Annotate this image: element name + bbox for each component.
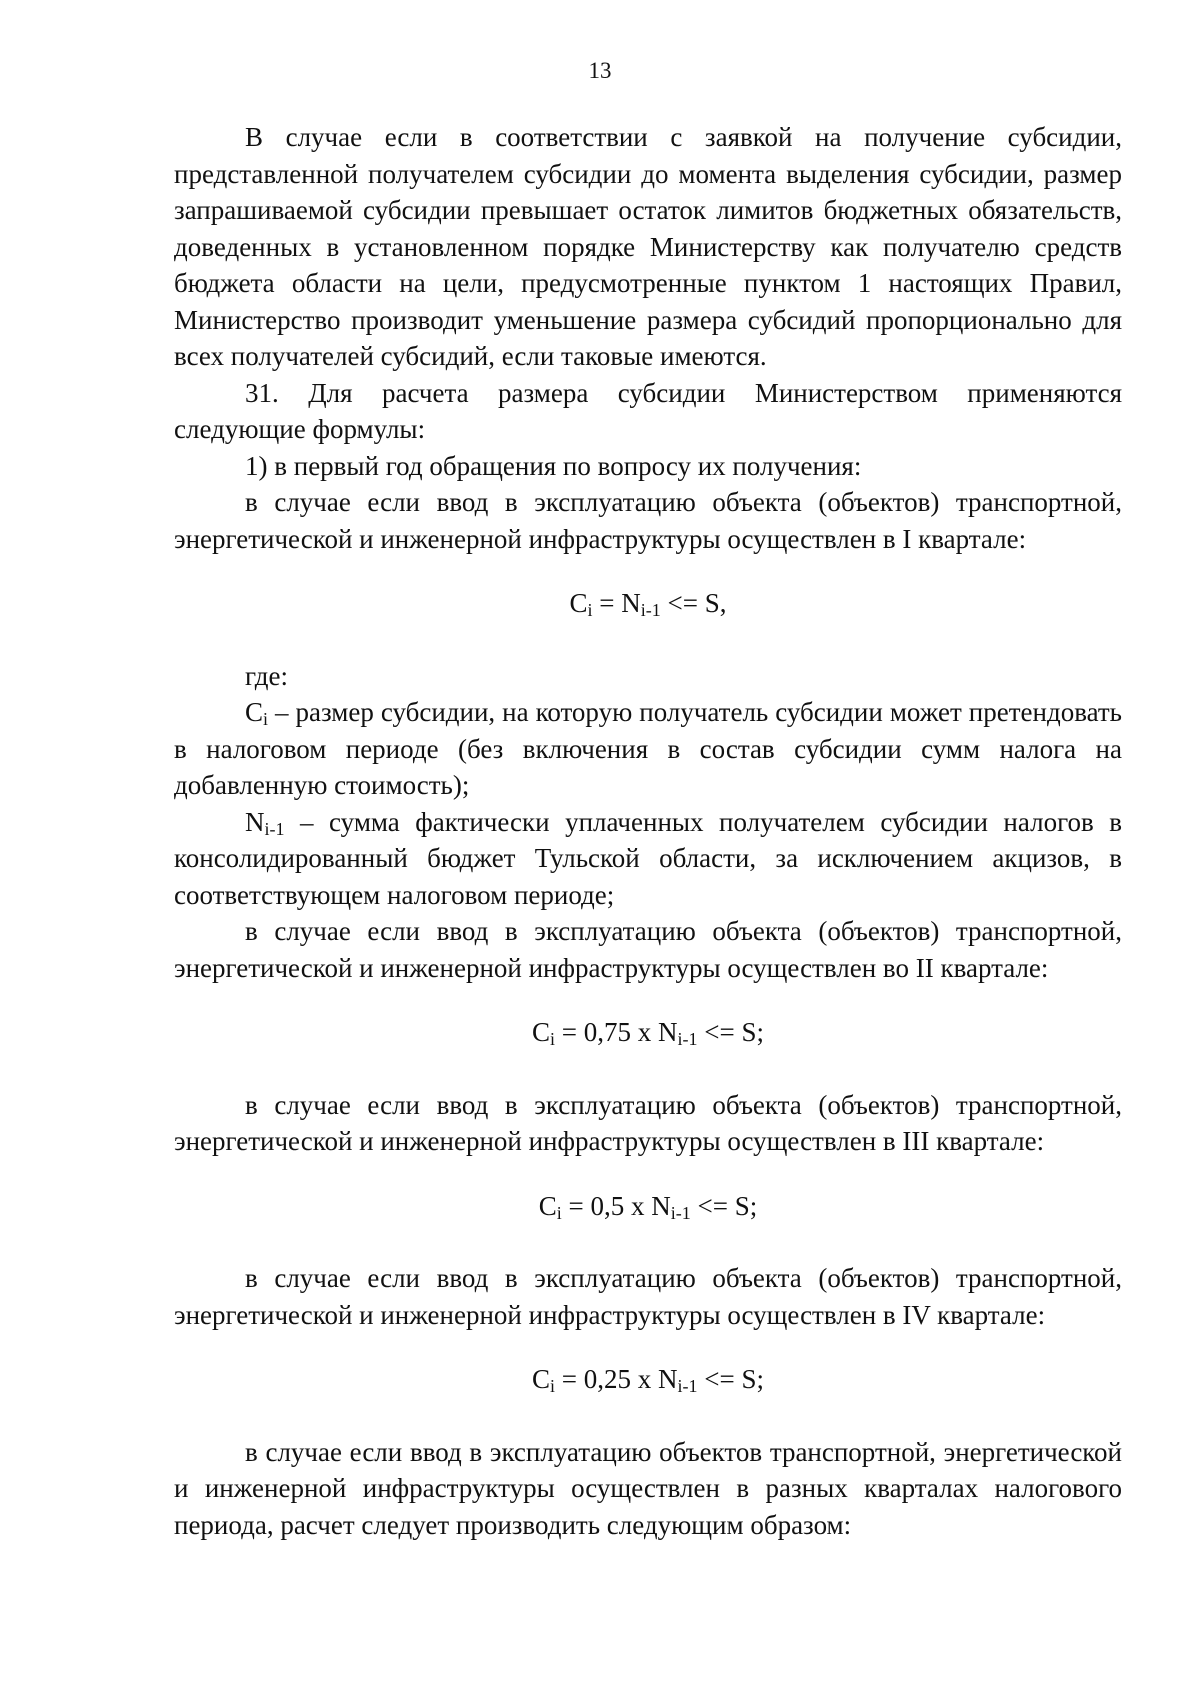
definition-n bbox=[174, 804, 1122, 914]
definition-subscript-i-1: i-1 bbox=[264, 818, 285, 839]
paragraph-where: где: bbox=[245, 660, 288, 691]
formula-subscript-i: i bbox=[556, 1202, 562, 1223]
paragraph-quarter-2: в случае если ввод в эксплуатацию объекта (объектов) транспортной, энергетической и инженерной инфраструктуры осуществлен во II квартале: bbox=[174, 916, 1122, 983]
paragraph-quarter-3: в случае если ввод в эксплуатацию объекта (объектов) транспортной, энергетической и инженерной инфраструктуры осуществлен в III квартале: bbox=[174, 1089, 1122, 1156]
formula-subscript-i-1: i-1 bbox=[677, 1029, 698, 1049]
paragraph-different-quarters: в случае если ввод в эксплуатацию объектов транспортной, энергетической и инженерной инфраструктуры осуществлен в разных кварталах налогового периода, расчет следует производить следующим образом: bbox=[174, 1436, 1122, 1540]
definition-c bbox=[174, 694, 1122, 804]
formula-subscript-i: i bbox=[587, 600, 593, 620]
paragraph-item-31: 31. Для расчета размера субсидии Министерством применяются следующие формулы: bbox=[174, 377, 1122, 444]
formula-expression: = 0,25 x N bbox=[555, 1364, 678, 1394]
formula-expression: = 0,5 x N bbox=[561, 1190, 671, 1221]
formula-quarter-4 bbox=[174, 1361, 1122, 1398]
page-number: 13 bbox=[588, 58, 612, 83]
formula-quarter-1 bbox=[174, 585, 1122, 622]
formula-subscript-i: i bbox=[550, 1029, 556, 1049]
formula-quarter-2 bbox=[174, 1014, 1122, 1051]
formula-limit: <= S; bbox=[690, 1190, 758, 1221]
definition-symbol-c: C bbox=[245, 697, 264, 727]
formula-symbol-c: C bbox=[538, 1190, 557, 1221]
definition-text-c: – размер субсидии, на которую получатель субсидии может претендовать в налоговом периоде (без включения в состав субсидии сумм налога на добавленную стоимость); bbox=[174, 697, 1122, 800]
paragraph-quarter-4: в случае если ввод в эксплуатацию объекта (объектов) транспортной, энергетической и инженерной инфраструктуры осуществлен в IV квартале: bbox=[174, 1263, 1122, 1330]
paragraph-quarter-1: в случае если ввод в эксплуатацию объекта (объектов) транспортной, энергетической и инженерной инфраструктуры осуществлен в I квартале: bbox=[174, 487, 1122, 554]
paragraph-subsidy-reduction: В случае если в соответствии с заявкой на получение субсидии, представленной получателем субсидии до момента выделения субсидии, размер запрашиваемой субсидии превышает остаток лимитов бюджетных обязательств, доведенных в установленном порядке Министерству как получателю средств бюджета области на цели, предусмотренные пунктом 1 настоящих Правил, Министерство производит уменьшение размера субсидий пропорционально для всех получателей субсидий, если таковые имеются. bbox=[174, 122, 1122, 371]
formula-subscript-i: i bbox=[550, 1376, 556, 1396]
formula-subscript-i-1: i-1 bbox=[640, 600, 661, 620]
formula-symbol-c: C bbox=[532, 1364, 551, 1394]
formula-expression: = 0,75 x N bbox=[555, 1017, 678, 1047]
definition-text-n: – сумма фактически уплаченных получателем субсидии налогов в консолидированный бюджет Тульской области, за исключением акцизов, в соответствующем налоговом периоде; bbox=[174, 806, 1122, 910]
definition-subscript-i: i bbox=[263, 709, 269, 729]
formula-quarter-3 bbox=[174, 1188, 1122, 1225]
formula-symbol-c: C bbox=[532, 1017, 551, 1047]
formula-symbol-c: C bbox=[569, 588, 588, 618]
formula-limit: <= S; bbox=[697, 1364, 764, 1394]
formula-expression: = N bbox=[592, 588, 641, 618]
formula-subscript-i-1: i-1 bbox=[670, 1202, 691, 1223]
formula-limit: <= S, bbox=[660, 588, 727, 618]
document-body bbox=[174, 119, 1122, 1543]
formula-subscript-i-1: i-1 bbox=[677, 1376, 698, 1396]
definition-symbol-n: N bbox=[245, 806, 265, 837]
paragraph-first-year: 1) в первый год обращения по вопросу их получения: bbox=[245, 450, 862, 481]
formula-limit: <= S; bbox=[697, 1017, 764, 1047]
